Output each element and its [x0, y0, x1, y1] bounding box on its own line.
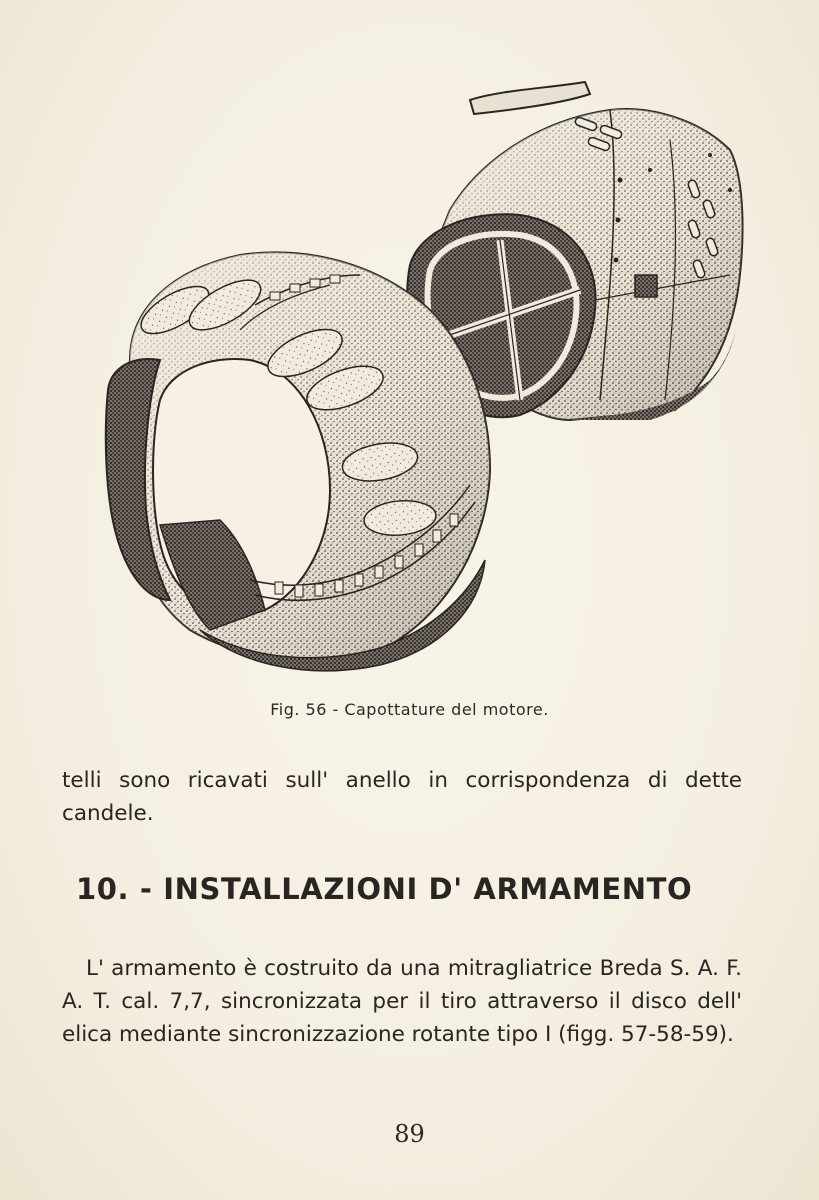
front-cowling-ring	[106, 252, 490, 670]
section-paragraph: L' armamento è costruito da una mitragliatrice Breda S. A. F. A. T. cal. 7,7, sincronizzata per il tiro attraverso il disco dell' elica mediante sincronizzazione rotante tipo I (figg. 57-58-59).	[62, 956, 742, 1047]
figure-caption: Fig. 56 - Capottature del motore.	[270, 700, 549, 719]
section-heading: 10. - INSTALLAZIONI D' ARMAMENTO	[76, 872, 693, 906]
page-number: 89	[394, 1120, 425, 1148]
continued-paragraph: telli sono ricavati sull' anello in corrispondenza di dette candele.	[62, 768, 742, 826]
engine-cowling-illustration	[90, 70, 750, 680]
